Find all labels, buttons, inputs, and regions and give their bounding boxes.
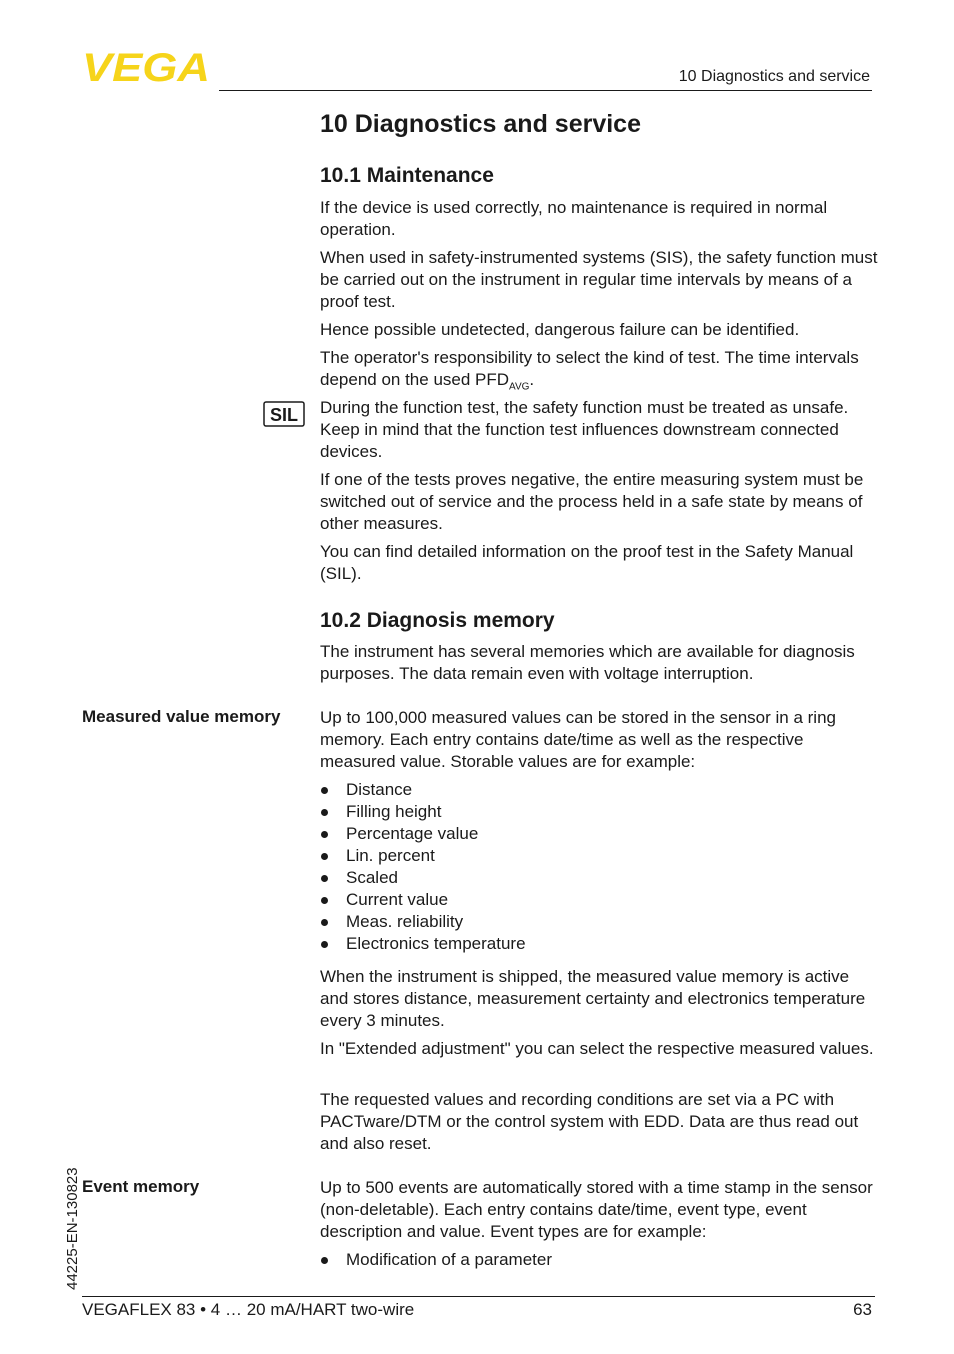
pfd-subscript: AVG bbox=[509, 381, 530, 393]
sil-icon-label: SIL bbox=[269, 405, 299, 425]
list-item: Distance bbox=[320, 779, 526, 801]
list-item: Scaled bbox=[320, 867, 526, 889]
running-header-title: 10 Diagnostics and service bbox=[678, 68, 870, 85]
list-item: Electronics temperature bbox=[320, 933, 526, 955]
diagnosis-intro: The instrument has several memories which are available for diagnosis purposes. The data remain even with voltage interruption. bbox=[320, 642, 855, 683]
measured-value-paragraph-3: In "Extended adjustment" you can select the respective measured values. bbox=[320, 1039, 874, 1058]
pfd-text: The operator's responsibility to select the kind of test. The time intervals depend on the used PFD bbox=[320, 348, 859, 389]
section-diagnosis-memory-title: 10.2 Diagnosis memory bbox=[320, 609, 555, 632]
maintenance-paragraph-6: If one of the tests proves negative, the entire measuring system must be switched out of service and the process held in a safe state by means of other measures. bbox=[320, 470, 864, 533]
measured-values-list bbox=[320, 779, 526, 955]
measured-value-paragraph-2: When the instrument is shipped, the measured value memory is active and stores distance, measurement certainty and electronics temperature every 3 minutes. bbox=[320, 967, 866, 1030]
list-item: Percentage value bbox=[320, 823, 526, 845]
measured-value-paragraph-1: Up to 100,000 measured values can be stored in the sensor in a ring memory. Each entry contains date/time as well as the respective measured value. Storable values are for example: bbox=[320, 708, 836, 771]
chapter-title: 10 Diagnostics and service bbox=[320, 110, 641, 138]
maintenance-paragraph-7: You can find detailed information on the proof test in the Safety Manual (SIL). bbox=[320, 542, 854, 583]
list-item: Lin. percent bbox=[320, 845, 526, 867]
event-memory-label: Event memory bbox=[82, 1177, 200, 1196]
maintenance-paragraph-2: When used in safety-instrumented systems (SIS), the safety function must be carried out on the instrument in regular time intervals by means of a proof test. bbox=[320, 248, 878, 311]
page-number: 63 bbox=[853, 1300, 872, 1319]
list-item: Meas. reliability bbox=[320, 911, 526, 933]
measured-value-paragraph-4: The requested values and recording conditions are set via a PC with PACTware/DTM or the control system with EDD. Data are thus read out and also reset. bbox=[320, 1090, 859, 1153]
maintenance-paragraph-1: If the device is used correctly, no maintenance is required in normal operation. bbox=[320, 198, 828, 239]
document-code: 44225-EN-130823 bbox=[64, 1167, 81, 1290]
section-maintenance-title: 10.1 Maintenance bbox=[320, 164, 494, 187]
header-divider bbox=[219, 90, 872, 91]
vega-logo bbox=[82, 50, 212, 84]
list-item: Filling height bbox=[320, 801, 526, 823]
event-memory-paragraph: Up to 500 events are automatically stored with a time stamp in the sensor (non-deletable). Each entry contains date/time, event type, event description and value. Event types are for example: bbox=[320, 1178, 873, 1241]
maintenance-paragraph-4 bbox=[320, 347, 880, 398]
logo-text: VEGA bbox=[82, 50, 210, 84]
measured-value-memory-label: Measured value memory bbox=[82, 707, 281, 726]
footer-product: VEGAFLEX 83 • 4 … 20 mA/HART two-wire bbox=[82, 1300, 415, 1319]
pfd-period: . bbox=[529, 370, 535, 389]
footer-divider bbox=[82, 1296, 875, 1297]
event-types-list bbox=[320, 1249, 552, 1271]
list-item: Current value bbox=[320, 889, 526, 911]
maintenance-paragraph-3: Hence possible undetected, dangerous failure can be identified. bbox=[320, 320, 800, 339]
list-item: Modification of a parameter bbox=[320, 1249, 552, 1271]
sil-icon bbox=[263, 401, 305, 427]
maintenance-paragraph-5: During the function test, the safety function must be treated as unsafe. Keep in mind that the function test influences downstream connected devices. bbox=[320, 398, 849, 461]
